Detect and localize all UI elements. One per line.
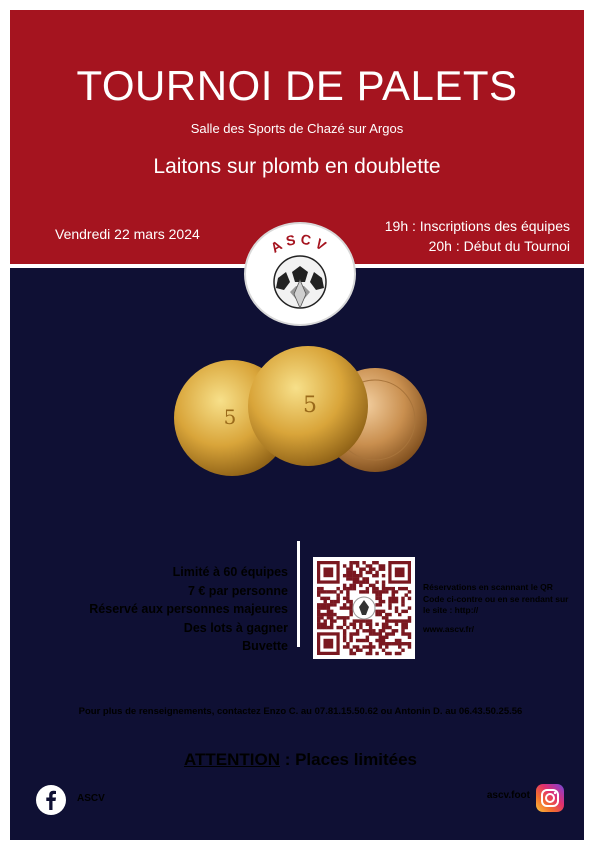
club-logo: [244, 222, 356, 326]
divider: [297, 541, 300, 647]
schedule: [385, 216, 570, 256]
palets-image: [170, 340, 440, 490]
info-line: 7 € par personne: [187, 583, 288, 598]
info-line: Des lots à gagner: [183, 620, 288, 635]
start-time: 20h : Début du Tournoi: [428, 238, 570, 254]
qr-code[interactable]: [313, 557, 415, 659]
attention-label: ATTENTION: [183, 750, 280, 769]
instagram-icon[interactable]: [536, 784, 564, 812]
attention-text: : Places limitées: [279, 750, 418, 769]
svg-text:ASCV: [268, 231, 333, 256]
info-line: Réservé aux personnes majeures: [89, 602, 288, 616]
event-date: Vendredi 22 mars 2024: [55, 226, 200, 242]
subtitle: Laitons sur plomb en doublette: [153, 155, 441, 178]
club-logo-text: ASCV: [267, 230, 333, 256]
page-title: TOURNOI DE PALETS: [76, 62, 518, 109]
website-link[interactable]: www.ascv.fr/: [423, 623, 475, 634]
facebook-label[interactable]: ASCV: [77, 793, 105, 804]
tournament-info: [89, 563, 288, 656]
reservation-text: [423, 582, 573, 635]
svg-text:5: 5: [303, 393, 317, 418]
info-line: Limité à 60 équipes: [172, 565, 288, 579]
svg-text:5: 5: [223, 405, 237, 429]
reservation-instructions: Réservations en scannant le QR Code ci-contre ou en se rendant sur le site : http://: [423, 582, 569, 615]
instagram-label[interactable]: ascv.foot: [486, 790, 530, 801]
facebook-icon[interactable]: [36, 785, 66, 815]
contact-info: Pour plus de renseignements, contactez Enzo C. au 07.81.15.50.62 ou Antonin D. au 06.43.50.25.56: [78, 706, 523, 717]
attention-notice: [0, 750, 601, 770]
registration-time: 19h : Inscriptions des équipes: [384, 218, 570, 234]
info-line: Buvette: [242, 639, 288, 653]
venue-text: Salle des Sports de Chazé sur Argos: [190, 121, 404, 136]
